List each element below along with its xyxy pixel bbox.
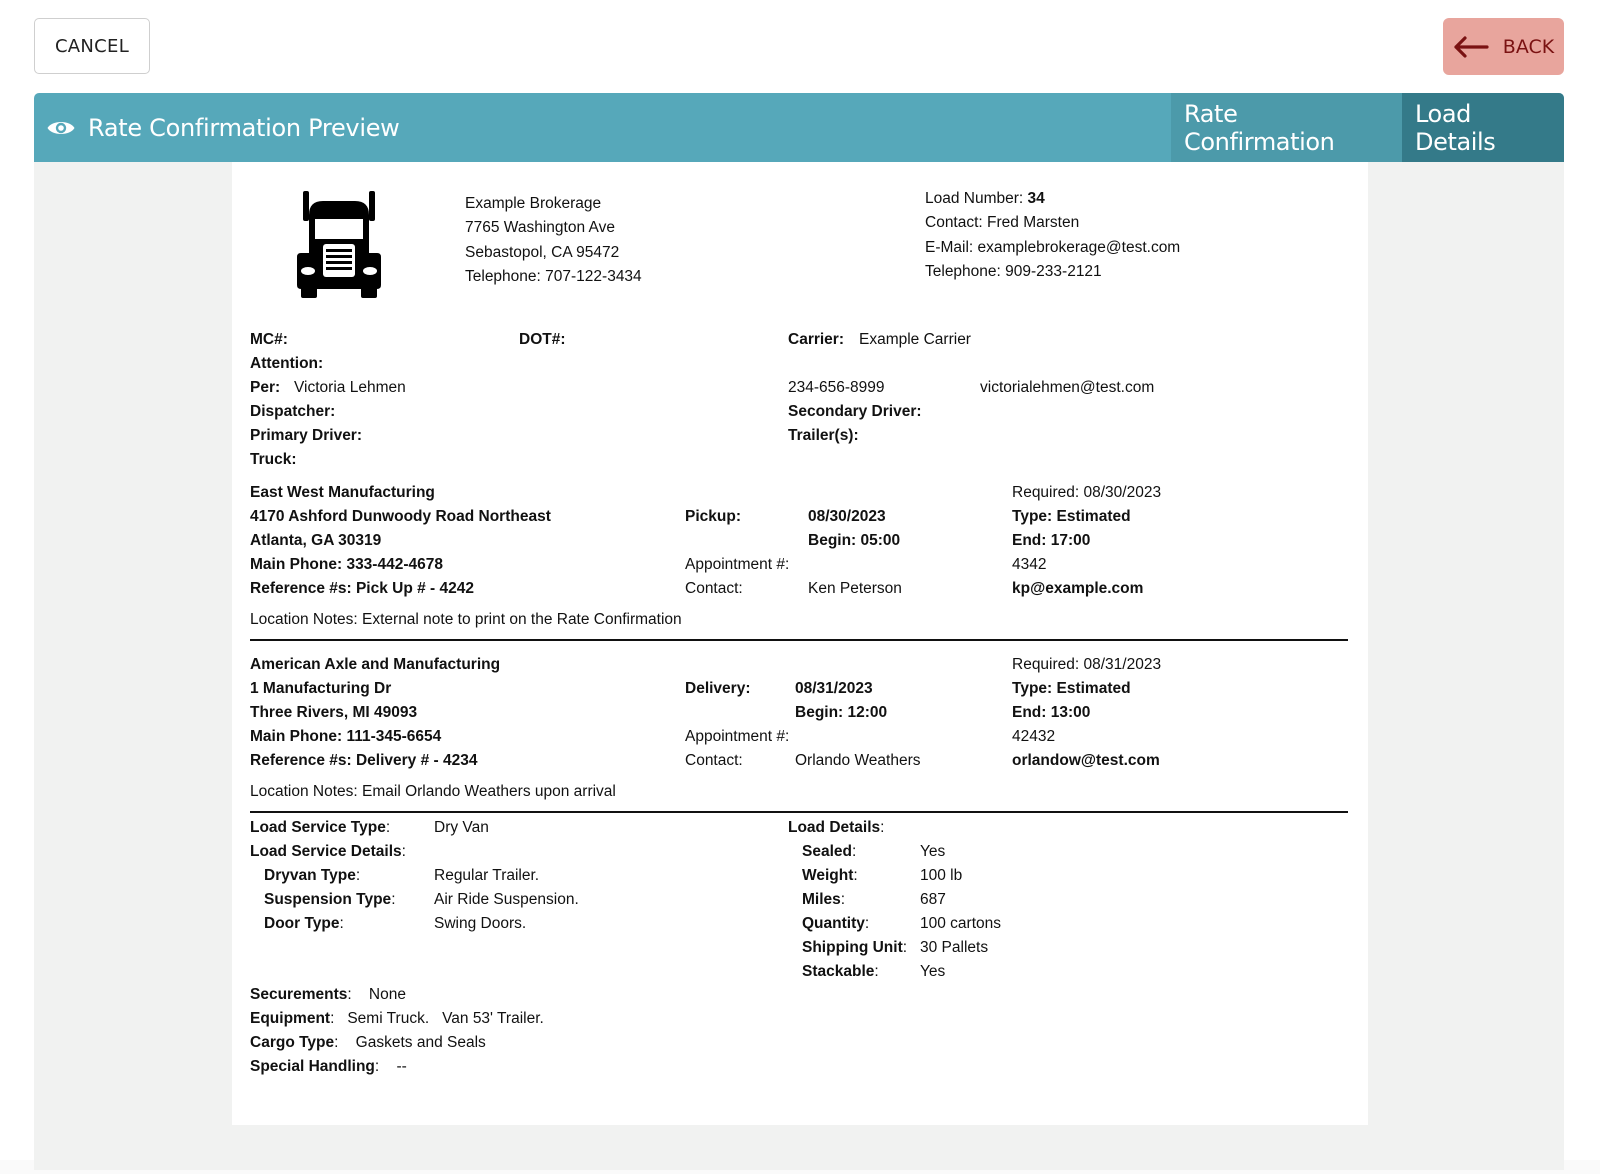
detail-suspension-type-value: Air Ride Suspension. (434, 891, 579, 908)
stop-type-label: Delivery: (685, 680, 751, 697)
field-label: Dryvan Type (264, 867, 356, 884)
carrier-value: Example Carrier (859, 331, 971, 348)
stop-begin: Begin: 12:00 (795, 704, 888, 721)
field-label: Weight (802, 867, 854, 884)
field-label: Load Details (788, 819, 881, 836)
per-email: victorialehmen@test.com (980, 379, 1155, 396)
field-label: Equipment (250, 1010, 331, 1027)
stop-reference: Reference #s: Pick Up # - 4242 (250, 580, 475, 597)
stop-contact-label: Contact: (685, 752, 743, 769)
load-details-heading: Load Details: (788, 819, 885, 836)
load-number-value: 34 (1027, 190, 1045, 207)
load-detail-quantity-value: 100 cartons (920, 915, 1001, 932)
stop-begin: Begin: 05:00 (808, 532, 901, 549)
cancel-button[interactable] (34, 18, 150, 74)
load-detail-shipping-unit-value: 30 Pallets (920, 939, 989, 956)
trailers-label: Trailer(s): (788, 427, 859, 444)
stop-appointment-value: 4342 (1012, 556, 1047, 573)
broker-address-block (465, 192, 642, 289)
stop-required: Required: 08/30/2023 (1012, 484, 1162, 501)
field-label: Miles (802, 891, 841, 908)
broker-address-line1: 7765 Washington Ave (465, 219, 615, 237)
truck-label: Truck: (250, 451, 297, 468)
stop-address1: 1 Manufacturing Dr (250, 680, 392, 697)
stop-contact-name: Ken Peterson (808, 580, 902, 597)
stop-address2: Atlanta, GA 30319 (250, 532, 382, 549)
detail-suspension-type: Suspension Type: (264, 891, 396, 908)
broker-name: Example Brokerage (465, 195, 602, 212)
arrow-left-icon (1453, 36, 1489, 58)
stop-end: End: 17:00 (1012, 532, 1091, 549)
primary-driver-label: Primary Driver: (250, 427, 363, 444)
carrier-label: Carrier: (788, 331, 844, 348)
field-label: Quantity (802, 915, 865, 932)
stop-company: East West Manufacturing (250, 484, 435, 501)
rate-confirmation-document (232, 162, 1368, 1125)
field-value: Semi Truck. (347, 1010, 430, 1027)
header-tabs (1171, 93, 1564, 162)
field-label: Sealed (802, 843, 852, 860)
load-telephone: Telephone: 909-233-2121 (925, 262, 1102, 280)
back-button[interactable] (1443, 18, 1564, 75)
detail-dryvan-type: Dryvan Type: (264, 867, 361, 884)
stop-address1: 4170 Ashford Dunwoody Road Northeast (250, 508, 551, 525)
load-number-label: Load Number: (925, 190, 1028, 207)
load-service-type-value: Dry Van (434, 819, 489, 836)
tab-rate-confirmation[interactable] (1171, 93, 1402, 162)
stop-date: 08/31/2023 (795, 680, 873, 697)
load-service-details-row: Load Service Details: (250, 843, 406, 860)
field-label: Stackable (802, 963, 875, 980)
stop-required: Required: 08/31/2023 (1012, 656, 1162, 673)
stop-contact-label: Contact: (685, 580, 743, 597)
field-label: Special Handling (250, 1058, 375, 1075)
detail-dryvan-type-value: Regular Trailer. (434, 867, 540, 884)
load-contact: Contact: Fred Marsten (925, 214, 1080, 232)
divider (250, 639, 1348, 641)
stop-notes: Location Notes: External note to print on the Rate Confirmation (250, 611, 682, 628)
broker-telephone: Telephone: 707-122-3434 (465, 267, 642, 285)
stop-address2: Three Rivers, MI 49093 (250, 704, 418, 721)
field-value: Van 53' Trailer. (442, 1010, 544, 1027)
dot-label: DOT#: (519, 331, 566, 348)
broker-address-line2: Sebastopol, CA 95472 (465, 243, 620, 261)
stop-time-type: Type: Estimated (1012, 508, 1131, 525)
tab-label: Rate Confirmation (1184, 99, 1335, 156)
field-value: None (368, 986, 406, 1003)
page-title-text: Rate Confirmation Preview (88, 113, 400, 142)
special-handling-row: Special Handling: -- (250, 1058, 407, 1075)
stop-contact-email: orlandow@test.com (1012, 752, 1160, 769)
field-label: Suspension Type (264, 891, 392, 908)
stop-end: End: 13:00 (1012, 704, 1091, 721)
load-detail-miles: Miles: (802, 891, 846, 908)
load-detail-weight-value: 100 lb (920, 867, 963, 884)
detail-door-type-value: Swing Doors. (434, 915, 527, 932)
tab-label: Load Details (1415, 99, 1496, 156)
attention-label: Attention: (250, 355, 324, 372)
stop-notes: Location Notes: Email Orlando Weathers upon arrival (250, 783, 616, 800)
stop-appointment-value: 42432 (1012, 728, 1056, 745)
field-value: Gaskets and Seals (355, 1034, 486, 1051)
field-label: Securements (250, 986, 348, 1003)
divider (250, 811, 1348, 813)
stop-appointment-label: Appointment #: (685, 556, 790, 573)
eye-icon (46, 117, 76, 139)
load-detail-stackable: Stackable: (802, 963, 879, 980)
stop-type-label: Pickup: (685, 508, 741, 525)
load-detail-quantity: Quantity: (802, 915, 870, 932)
stop-date: 08/30/2023 (808, 508, 886, 525)
per-label: Per: (250, 379, 281, 396)
back-button-label: BACK (1502, 35, 1555, 58)
per-value: Victoria Lehmen (294, 379, 406, 396)
header-bar (34, 93, 1564, 162)
load-info-block (925, 187, 1180, 284)
stop-contact-name: Orlando Weathers (795, 752, 921, 769)
mc-label: MC#: (250, 331, 288, 348)
field-label: Door Type (264, 915, 340, 932)
page-title (46, 114, 400, 142)
field-label: Cargo Type (250, 1034, 335, 1051)
field-label: Load Service Type (250, 819, 386, 836)
stop-main-phone: Main Phone: 333-442-4678 (250, 556, 443, 573)
field-value: -- (396, 1058, 407, 1075)
field-label: Load Service Details (250, 843, 402, 860)
stop-company: American Axle and Manufacturing (250, 656, 501, 673)
detail-door-type: Door Type: (264, 915, 344, 932)
load-service-type-row: Load Service Type: (250, 819, 391, 836)
load-detail-sealed: Sealed: (802, 843, 857, 860)
semi-truck-icon (293, 191, 385, 298)
securements-row: Securements: None (250, 986, 406, 1003)
cargo-type-row: Cargo Type: Gaskets and Seals (250, 1034, 486, 1051)
load-number (925, 187, 1180, 211)
load-email: E-Mail: examplebrokerage@test.com (925, 238, 1181, 256)
load-detail-miles-value: 687 (920, 891, 946, 908)
equipment-row: Equipment: Semi Truck. Van 53' Trailer. (250, 1010, 544, 1027)
secondary-driver-label: Secondary Driver: (788, 403, 922, 420)
stop-reference: Reference #s: Delivery # - 4234 (250, 752, 478, 769)
stop-contact-email: kp@example.com (1012, 580, 1144, 597)
stop-time-type: Type: Estimated (1012, 680, 1131, 697)
per-phone: 234-656-8999 (788, 379, 885, 396)
cancel-button-label: CANCEL (54, 35, 130, 57)
dispatcher-label: Dispatcher: (250, 403, 336, 420)
load-detail-shipping-unit: Shipping Unit: (802, 939, 908, 956)
stop-appointment-label: Appointment #: (685, 728, 790, 745)
field-label: Shipping Unit (802, 939, 903, 956)
load-detail-sealed-value: Yes (920, 843, 946, 860)
stop-main-phone: Main Phone: 111-345-6654 (250, 728, 442, 745)
preview-content-area (34, 162, 1564, 1170)
load-detail-stackable-value: Yes (920, 963, 946, 980)
load-detail-weight: Weight: (802, 867, 858, 884)
tab-load-details[interactable] (1402, 93, 1564, 162)
